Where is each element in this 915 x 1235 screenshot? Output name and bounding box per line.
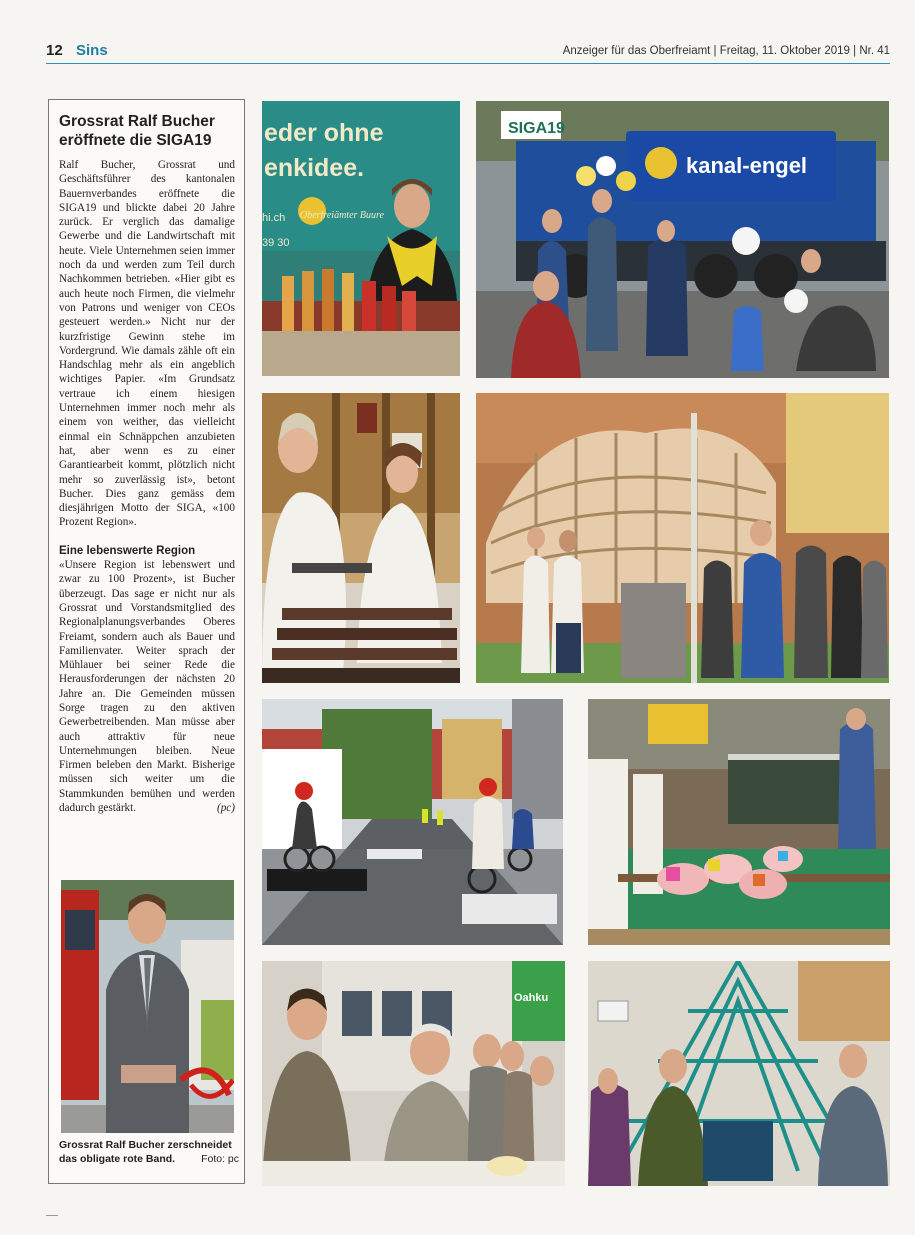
article-paragraph: Ralf Bucher, Grossrat und Geschäftsführer des kantonalen Bauernverbandes eröffnete die SIGA19 und blickte dabei 20 Jahre zurück. Er verglich das damalige Gewerbe und die Landwirtschaft mit heute. Viele Unternehmen seien immer noch da und werden zum Teil durch Nachkommen betrieben. «Hier gibt es auch heute noch Firmen, die vielmehr von Patrons und weniger von CEOs gesteuert werden.» Nicht nur der kurzfristige Gewinn stehe im Vordergrund. Wie damals zähle oft ein Handschlag mehr als ein angeblich wichtiges Papier. «Im Grundsatz vertraue ich einem hiesigen Unternehmen immer noch mehr als einem von weither, das vielleicht einmal ein Schnäppchen anzubieten hat, aber wenn es zu einer Garantiearbeit kommt, plötzlich nicht mehr so zuverlässig ist», betont Bucher. Dies ganz gemäss dem diesjährigen Motto der SIGA, «100 Prozent Region». (59, 159, 235, 529)
booth-phone-text: 39 30 (262, 237, 290, 249)
page-footer-mark (46, 1215, 58, 1216)
article-subhead: Eine lebenswerte Region (59, 544, 196, 557)
photo-pig-race (588, 699, 890, 945)
header-divider (46, 63, 890, 64)
portrait-photo (61, 880, 234, 1133)
booth-banner-text-1: eder ohne (264, 119, 384, 147)
photo-tasting-group (262, 961, 565, 1186)
booth-logo-text: Oberfreiämter Buure (300, 210, 384, 221)
article-paragraph-2-text: «Unsere Region ist lebenswert und zwar zu 100 Prozent», ist Bucher überzeugt. Das sage er nicht nur als Grossrat und Vorstandsmitglied des Regionalplanungsverbandes Oberes Freiamt, sondern auch als Bauer und Familienvater. Weiter sprach der Mühlauer bei seiner Rede die Herausforderungen der nächsten 20 Jahre an. Die Gemeinden müssen Sorge tragen zu den aktiven Gewerbetreibenden. Man müsse aber auch attraktiv für neue Unternehmungen bleiben. Neue Firmen beleben den Markt. Bisherige müssen sich weiter um die Stammkunden bemühen und werden dadurch gestärkt. (59, 559, 235, 815)
caption-text: Grossrat Ralf Bucher zerschneidet das obligate rote Band. (59, 1139, 232, 1165)
truck-sign-text: SIGA19 (508, 120, 565, 137)
photo-booth-woman-scarf (262, 101, 460, 376)
portrait-caption (59, 1138, 239, 1166)
article-box (48, 99, 245, 1184)
article-headline: Grossrat Ralf Bucher eröffnete die SIGA19 (59, 113, 215, 149)
section-name: Sins (76, 42, 108, 59)
article-paragraph-2 (59, 558, 235, 815)
photo-steel-frame-stand (588, 961, 890, 1186)
page-number: 12 (46, 42, 63, 59)
article-body (59, 158, 235, 815)
author-credit: (pc) (216, 802, 235, 815)
photo-wooden-pavilion (476, 393, 889, 683)
photo-kanal-engel-truck (476, 101, 889, 378)
page-header (46, 42, 890, 64)
photo-kids-cycling (262, 699, 563, 945)
photo-credit: Foto: pc (201, 1153, 239, 1165)
publication-line: Anzeiger für das Oberfreiamt | Freitag, 11. Oktober 2019 | Nr. 41 (562, 45, 890, 57)
booth-url-text: hi.ch (262, 212, 286, 224)
booth-banner-text-2: enkidee. (264, 154, 365, 182)
truck-brand-text: kanal-engel (686, 153, 808, 178)
photo-market-stand-women (262, 393, 460, 683)
store-sign-text: Oahku (514, 992, 549, 1004)
